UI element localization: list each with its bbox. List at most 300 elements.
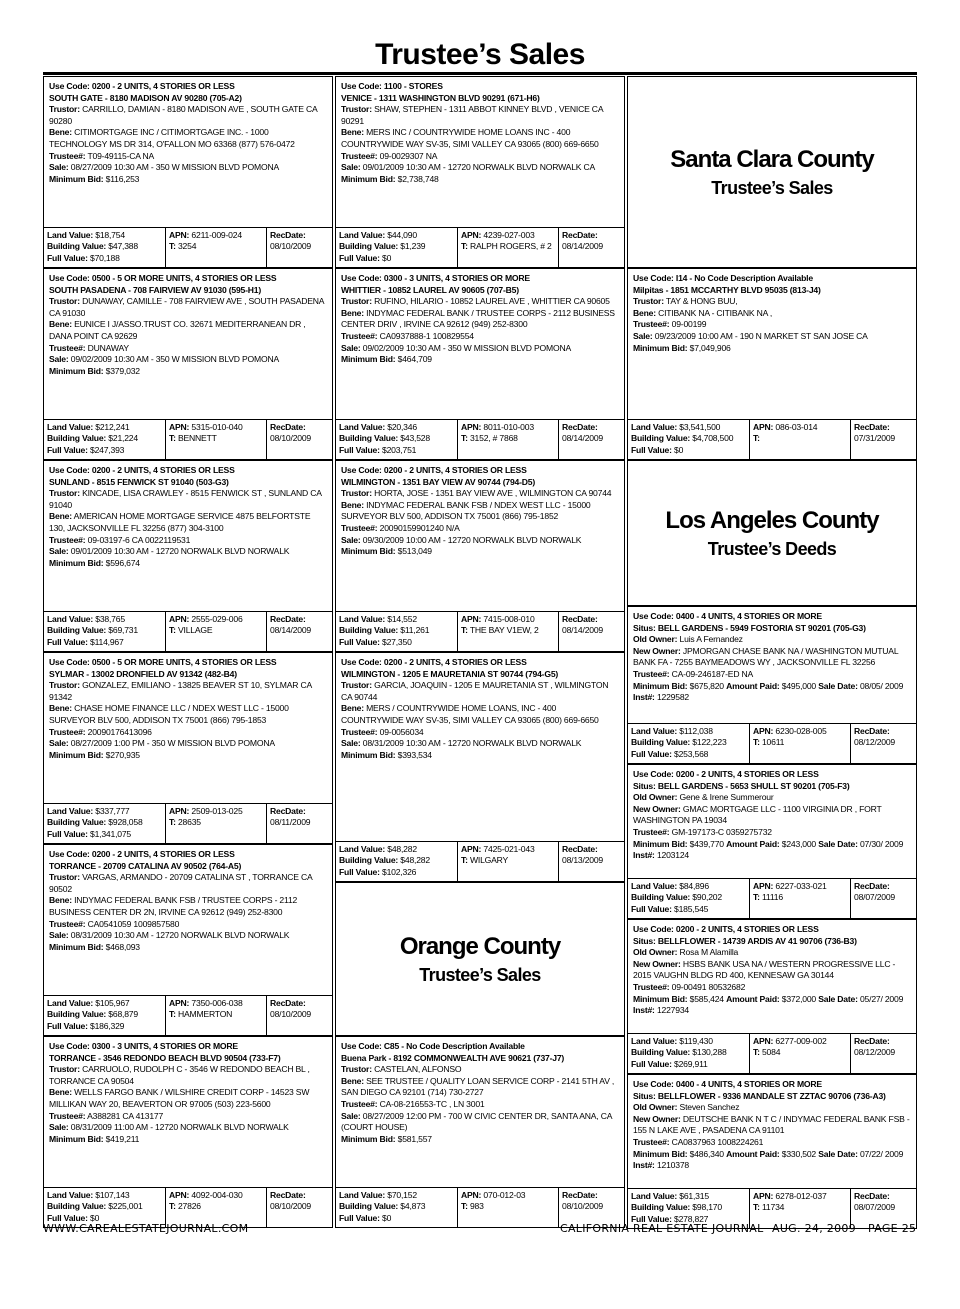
apn-value: 4239-027-003 (483, 230, 535, 240)
recdate-value: 08/12/2009 (854, 737, 896, 748)
beneficiary-value: INDYMAC FEDERAL BANK FSB / TRUSTEE CORPS - 2112 BUSINESS CENTER DR 2N, IRVINE CA 92612 (949) 252-8300 (49, 895, 298, 917)
recdate-cell (267, 228, 332, 267)
apn-value: 2509-013-025 (191, 806, 243, 816)
trustee-number (633, 1137, 912, 1149)
value-footer (628, 723, 916, 763)
sale-info-value: 08/27/2009 1:00 PM - 350 W MISSION BLVD POMONA (70, 738, 275, 749)
recdate-label: RecDate: (562, 230, 598, 240)
recdate-cell (559, 420, 624, 459)
building-value-value: $48,282 (400, 855, 430, 866)
full-value-value: $247,393 (89, 444, 125, 455)
tract (461, 433, 555, 444)
instrument-number-label: Inst#: (633, 692, 655, 703)
land-value-value: $18,754 (95, 230, 125, 240)
trustee-number-label: Trustee#: (341, 522, 378, 533)
tract-value: 983 (469, 1201, 484, 1212)
record-body (628, 1075, 916, 1172)
building-value (47, 625, 162, 636)
record-body (336, 1037, 624, 1145)
beneficiary-value: CITIBANK NA - CITIBANK NA , (658, 307, 773, 318)
land-value (339, 844, 454, 855)
value-footer (44, 611, 332, 651)
apn-cell (458, 420, 559, 459)
minimum-bid-label: Minimum Bid: (49, 749, 104, 760)
tract-value: RALPH ROGERS, # 2 (469, 241, 552, 252)
value-footer (44, 803, 332, 843)
property-address: WILMINGTON - 1351 BAY VIEW AV 90744 (794-D5) (341, 476, 536, 487)
full-value (339, 1213, 454, 1224)
minimum-bid-value: $439,770 (689, 838, 724, 849)
apn (169, 422, 263, 433)
land-value-label: Land Value: (339, 614, 386, 624)
trustor-value: SHAW, STEPHEN - 1311 ABBOT KINNEY BLVD , VENICE CA 90291 (341, 104, 603, 126)
minimum-bid-label: Minimum Bid: (49, 557, 104, 568)
apn-label: APN: (753, 726, 774, 736)
sale-info-label: Sale: (633, 330, 653, 341)
recdate-value: 08/10/2009 (562, 1201, 604, 1212)
full-value-label: Full Value: (47, 828, 88, 839)
full-value (47, 445, 162, 456)
tract (169, 1201, 263, 1212)
sale-info-value: 09/02/2009 10:30 AM - 350 W MISSION BLVD POMONA (70, 354, 279, 365)
apn (461, 844, 555, 855)
apn-label: APN: (461, 422, 482, 432)
land-value-value: $84,896 (679, 881, 709, 891)
tract-label: T: (169, 433, 176, 444)
full-value-value: $269,911 (673, 1058, 708, 1069)
property-address: WHITTIER - 10852 LAUREL AV 90605 (707-B5) (341, 284, 519, 295)
tract-label: T: (169, 625, 176, 636)
trustee-number (633, 319, 912, 331)
trustor (49, 296, 328, 319)
sale-info-label: Sale: (49, 546, 69, 557)
land-value (47, 230, 162, 241)
full-value-label: Full Value: (631, 1213, 672, 1224)
recdate-cell (267, 612, 332, 651)
beneficiary (49, 703, 328, 726)
sale-date-label: Sale Date: (818, 993, 858, 1004)
sale-info (341, 343, 620, 355)
beneficiary-label: Bene: (341, 499, 364, 510)
value-cell (336, 1188, 458, 1227)
apn-cell (458, 842, 559, 881)
beneficiary-label: Bene: (49, 511, 72, 522)
orange-county-banner-title: Orange County (399, 932, 561, 960)
building-value-label: Building Value: (339, 241, 399, 252)
land-value-label: Land Value: (339, 844, 386, 854)
full-value-label: Full Value: (339, 866, 380, 877)
trustor-label: Trustor: (49, 296, 80, 307)
minimum-bid-label: Minimum Bid: (341, 1133, 396, 1144)
amount-paid-value: $330,502 (781, 1148, 816, 1159)
building-value-label: Building Value: (339, 855, 399, 866)
trustor (341, 1064, 620, 1076)
value-cell (336, 228, 458, 267)
minimum-bid (49, 174, 328, 186)
deed-record (627, 764, 917, 919)
trustee-number (49, 1111, 328, 1123)
apn-value: 8011-010-003 (483, 422, 534, 432)
use-code: Use Code: I14 - No Code Description Available (633, 273, 813, 283)
recdate-value: 08/12/2009 (854, 1047, 896, 1058)
land-value (339, 614, 454, 625)
amount-paid-label: Amount Paid: (726, 993, 780, 1004)
land-value (47, 806, 162, 817)
full-value-value: $102,326 (381, 866, 417, 877)
building-value-label: Building Value: (339, 1201, 399, 1212)
sale-info-value: 09/01/2009 10:30 AM - 12720 NORWALK BLVD NORWALK (70, 546, 290, 557)
trustee-number-label: Trustee#: (341, 1098, 378, 1109)
beneficiary-label: Bene: (341, 703, 364, 714)
los-angeles-banner-title: Los Angeles County (665, 506, 879, 534)
building-value-label: Building Value: (631, 892, 691, 903)
sale-record (335, 652, 625, 882)
bid-line (633, 839, 912, 862)
amount-paid-value: $495,000 (781, 680, 816, 691)
land-value-label: Land Value: (631, 1191, 678, 1201)
beneficiary-label: Bene: (49, 319, 72, 330)
land-value-value: $48,282 (387, 844, 417, 854)
record-body (628, 920, 916, 1017)
los-angeles-banner (627, 460, 917, 606)
apn-label: APN: (169, 998, 190, 1008)
trustee-number-value: 20090176413096 (87, 726, 152, 737)
sale-info-label: Sale: (341, 162, 361, 173)
building-value-value: $225,001 (108, 1201, 143, 1212)
apn-cell (166, 420, 267, 459)
trustee-number-value: CA-09-246187-ED NA (671, 668, 754, 679)
land-value-label: Land Value: (47, 422, 94, 432)
trustor-value: HORTA, JOSE - 1351 BAY VIEW AVE , WILMINGTON CA 90744 (374, 488, 612, 499)
tract-label: T: (753, 892, 760, 903)
trustee-number-value: CA0837963 1008224261 (671, 1136, 764, 1147)
building-value (339, 241, 454, 252)
tract-label: T: (461, 625, 468, 636)
beneficiary (341, 308, 620, 331)
bid-line (633, 994, 912, 1017)
building-value-label: Building Value: (47, 1009, 107, 1020)
trustor-label: Trustor: (49, 488, 80, 499)
recdate-label: RecDate: (854, 1036, 890, 1046)
value-cell (336, 842, 458, 881)
trustor-label: Trustor: (49, 872, 80, 883)
recdate-value: 08/10/2009 (270, 433, 312, 444)
full-value (47, 253, 162, 264)
full-value-label: Full Value: (631, 903, 672, 914)
trustee-number-label: Trustee#: (49, 918, 86, 929)
beneficiary (49, 127, 328, 150)
tract-value: THE BAY V1EW, 2 (469, 625, 539, 636)
value-footer (628, 1033, 916, 1073)
value-cell (336, 420, 458, 459)
trustor (633, 296, 912, 308)
trustee-number-value: 09-00491 80532682 (671, 981, 746, 992)
full-value-value: $0 (89, 1212, 100, 1223)
old-owner-value: Luis A Fernandez (679, 634, 743, 645)
apn-cell (166, 612, 267, 651)
santa-clara-banner-title: Santa Clara County (670, 145, 874, 173)
building-value-label: Building Value: (47, 433, 107, 444)
value-footer (44, 419, 332, 459)
tract-label: T: (753, 1202, 760, 1213)
value-footer (336, 419, 624, 459)
tract (753, 1202, 847, 1213)
trustor (341, 488, 620, 500)
apn-label: APN: (169, 1190, 190, 1200)
recdate-label: RecDate: (562, 1190, 598, 1200)
full-value-value: $185,545 (673, 903, 709, 914)
recdate-label: RecDate: (854, 881, 890, 891)
minimum-bid-value: $596,674 (105, 557, 140, 568)
minimum-bid (49, 558, 328, 570)
apn (753, 881, 847, 892)
minimum-bid (633, 343, 912, 355)
minimum-bid-value: $116,253 (105, 173, 140, 184)
old-owner (633, 792, 912, 804)
trustor-value: CARRUOLO, RUDOLPH C - 3546 W REDONDO BEACH BL , TORRANCE CA 90504 (49, 1064, 310, 1086)
footer-journal: CALIFORNIA REAL ESTATE JOURNAL (560, 1222, 764, 1235)
recdate-label: RecDate: (854, 726, 890, 736)
sale-info (341, 738, 620, 750)
value-cell (44, 612, 166, 651)
full-value-value: $0 (381, 252, 392, 263)
apn-label: APN: (753, 422, 774, 432)
minimum-bid (49, 366, 328, 378)
land-value-value: $105,967 (95, 998, 130, 1008)
apn-label: APN: (753, 881, 774, 891)
tract-value: 11734 (761, 1202, 785, 1213)
sale-record (43, 268, 333, 460)
santa-clara-banner-subtitle: Trustee’s Sales (711, 177, 833, 198)
tract (169, 817, 263, 828)
land-value-label: Land Value: (339, 230, 386, 240)
recdate-value: 08/14/2009 (562, 625, 604, 636)
tract-label: T: (753, 433, 760, 444)
full-value-label: Full Value: (47, 1212, 88, 1223)
apn (461, 1190, 555, 1201)
recdate-label: RecDate: (270, 422, 306, 432)
full-value (631, 445, 746, 456)
recdate-cell (267, 804, 332, 843)
full-value-label: Full Value: (339, 636, 380, 647)
trustor (49, 104, 328, 127)
apn (461, 614, 555, 625)
building-value (631, 433, 746, 444)
tract-value: HAMMERTON (177, 1009, 233, 1020)
situs-address: Situs: BELLFLOWER - 14739 ARDIS AV 41 90706 (736-B3) (633, 935, 857, 946)
record-body (336, 269, 624, 366)
land-value (339, 230, 454, 241)
full-value-value: $278,827 (673, 1213, 709, 1224)
recdate-label: RecDate: (270, 1190, 306, 1200)
trustor (49, 488, 328, 511)
use-code: Use Code: 0400 - 4 UNITS, 4 STORIES OR MORE (633, 611, 822, 621)
trustee-number-label: Trustee#: (633, 981, 670, 992)
building-value (47, 817, 162, 828)
sale-info (49, 546, 328, 558)
footer-website: WWW.CAREALESTATEJOURNAL.COM (43, 1222, 249, 1235)
building-value (631, 892, 746, 903)
trustee-number-value: CA-08-216553-TC , LN 3001 (379, 1098, 485, 1109)
new-owner (633, 646, 912, 669)
amount-paid-label: Amount Paid: (726, 680, 780, 691)
trustor-value: GONZALEZ, EMILIANO - 13825 BEAVER ST 10, SYLMAR CA 91342 (49, 680, 312, 702)
trustee-number-label: Trustee#: (633, 1136, 670, 1147)
amount-paid-label: Amount Paid: (726, 838, 780, 849)
building-value-value: $4,873 (400, 1201, 426, 1212)
land-value-value: $3,541,500 (679, 422, 721, 432)
full-value-label: Full Value: (47, 444, 88, 455)
value-cell (628, 879, 750, 918)
sale-info (341, 162, 620, 174)
tract-value: 3152, # 7868 (469, 433, 518, 444)
land-value (339, 422, 454, 433)
use-code: Use Code: 0300 - 3 UNITS, 4 STORIES OR MORE (49, 1041, 238, 1051)
trustee-number (341, 1099, 620, 1111)
sale-date-value: 07/22/ 2009 (859, 1148, 904, 1159)
building-value-value: $130,288 (692, 1047, 727, 1058)
sale-info-label: Sale: (341, 534, 361, 545)
apn-value: 6227-033-021 (775, 881, 827, 891)
value-cell (44, 996, 166, 1035)
recdate-cell (851, 724, 916, 763)
beneficiary (341, 500, 620, 523)
new-owner (633, 804, 912, 827)
record-body (44, 1037, 332, 1145)
tract-label: T: (461, 855, 468, 866)
building-value-value: $68,879 (108, 1009, 138, 1020)
old-owner-value: Gene & Irene Summerour (679, 792, 774, 803)
minimum-bid-value: $468,093 (105, 941, 140, 952)
trustor-label: Trustor: (341, 296, 372, 307)
apn (169, 806, 263, 817)
full-value (47, 637, 162, 648)
beneficiary-label: Bene: (49, 703, 72, 714)
instrument-number-label: Inst#: (633, 1005, 655, 1016)
trustor-label: Trustor: (49, 104, 80, 115)
beneficiary-label: Bene: (49, 895, 72, 906)
trustee-number (49, 343, 328, 355)
trustee-number-label: Trustee#: (49, 150, 86, 161)
use-code: Use Code: 0200 - 2 UNITS, 4 STORIES OR LESS (633, 769, 819, 779)
footer-date: AUG. 24, 2009 (772, 1222, 856, 1235)
minimum-bid (341, 546, 620, 558)
land-value-value: $44,090 (387, 230, 417, 240)
beneficiary-label: Bene: (633, 307, 656, 318)
building-value (631, 1047, 746, 1058)
instrument-number-value: 1229582 (656, 692, 689, 703)
minimum-bid (341, 354, 620, 366)
sale-record (43, 460, 333, 652)
beneficiary-value: EUNICE I J/ASSO.TRUST CO. 32671 MEDITERRANEAN DR , DANA POINT CA 92629 (49, 319, 306, 341)
use-code: Use Code: 0300 - 3 UNITS, 4 STORIES OR MORE (341, 273, 530, 283)
deed-record (627, 606, 917, 764)
minimum-bid-label: Minimum Bid: (633, 1148, 688, 1159)
sale-info (49, 354, 328, 366)
recdate-value: 08/07/2009 (854, 1202, 896, 1213)
trustee-number (341, 523, 620, 535)
land-value (631, 422, 746, 433)
full-value-label: Full Value: (339, 252, 380, 263)
sale-date-label: Sale Date: (818, 1148, 858, 1159)
record-body (44, 461, 332, 569)
recdate-label: RecDate: (854, 422, 890, 432)
use-code: Use Code: 0500 - 5 OR MORE UNITS, 4 STORIES OR LESS (49, 657, 277, 667)
minimum-bid-value: $2,738,748 (397, 173, 439, 184)
sale-date-value: 07/30/ 2009 (859, 838, 904, 849)
sale-info-value: 09/02/2009 10:30 AM - 350 W MISSION BLVD POMONA (362, 342, 571, 353)
trustor-label: Trustor: (49, 1064, 80, 1075)
sale-info-value: 09/23/2009 10:00 AM - 190 N MARKET ST SAN JOSE CA (654, 330, 868, 341)
apn-value: 7425-021-043 (483, 844, 535, 854)
land-value-label: Land Value: (47, 806, 94, 816)
property-address: SOUTH GATE - 8180 MADISON AV 90280 (705-A2) (49, 92, 242, 103)
property-address: Milpitas - 1851 MCCARTHY BLVD 95035 (813-J4) (633, 284, 821, 295)
apn-cell (166, 996, 267, 1035)
trustee-number-label: Trustee#: (633, 826, 670, 837)
land-value-label: Land Value: (631, 726, 678, 736)
recdate-cell (267, 420, 332, 459)
trustee-number (633, 982, 912, 994)
trustee-number-label: Trustee#: (633, 668, 670, 679)
building-value-label: Building Value: (47, 625, 107, 636)
apn-value: 6278-012-037 (775, 1191, 827, 1201)
amount-paid-value: $372,000 (781, 993, 816, 1004)
sale-record (43, 844, 333, 1036)
value-cell (628, 420, 750, 459)
record-body (44, 77, 332, 185)
building-value-value: $90,202 (692, 892, 722, 903)
new-owner-value: GMAC MORTGAGE LLC - 1100 VIRGINIA DR , FORT WASHINGTON PA 19034 (633, 803, 882, 826)
apn (753, 726, 847, 737)
building-value (47, 433, 162, 444)
apn-label: APN: (169, 806, 190, 816)
minimum-bid-label: Minimum Bid: (633, 342, 688, 353)
land-value-label: Land Value: (631, 1036, 678, 1046)
trustee-number-value: GM-197173-C 0359275732 (671, 826, 772, 837)
trustor (341, 680, 620, 703)
land-value-value: $20,346 (387, 422, 417, 432)
property-address: Buena Park - 8192 COMMONWEALTH AVE 90621 (737-J7) (341, 1052, 565, 1063)
full-value-value: $203,751 (381, 444, 417, 455)
footer-page: PAGE 25 (868, 1222, 917, 1235)
sale-info (341, 535, 620, 547)
old-owner-label: Old Owner: (633, 792, 678, 803)
sale-info (49, 1122, 328, 1134)
land-value-label: Land Value: (47, 614, 94, 624)
beneficiary (49, 1087, 328, 1110)
tract-value: 5084 (761, 1047, 781, 1058)
apn-value: 2555-029-006 (191, 614, 243, 624)
land-value (47, 422, 162, 433)
record-body (44, 845, 332, 953)
tract-value: WILGARY (469, 855, 509, 866)
land-value (631, 881, 746, 892)
beneficiary-value: INDYMAC FEDERAL BANK FSB / NDEX WEST LLC - 15000 SURVEYOR BLV 500, ADDISON TX 75001 (866) 795-1852 (341, 499, 591, 522)
use-code: Use Code: C85 - No Code Description Available (341, 1041, 525, 1051)
full-value-label: Full Value: (47, 252, 88, 263)
new-owner-label: New Owner: (633, 958, 681, 969)
trustor-value: DUNAWAY, CAMILLE - 708 FAIRVIEW AVE , SOUTH PASADENA CA 91030 (49, 296, 324, 318)
instrument-number-value: 1210378 (656, 1160, 689, 1171)
full-value-label: Full Value: (339, 444, 380, 455)
tract (461, 1201, 555, 1212)
new-owner-label: New Owner: (633, 803, 681, 814)
full-value (631, 904, 746, 915)
trustee-number-value: T09-49115-CA NA (87, 150, 155, 161)
minimum-bid-value: $675,820 (689, 680, 724, 691)
minimum-bid-value: $419,211 (105, 1133, 140, 1144)
